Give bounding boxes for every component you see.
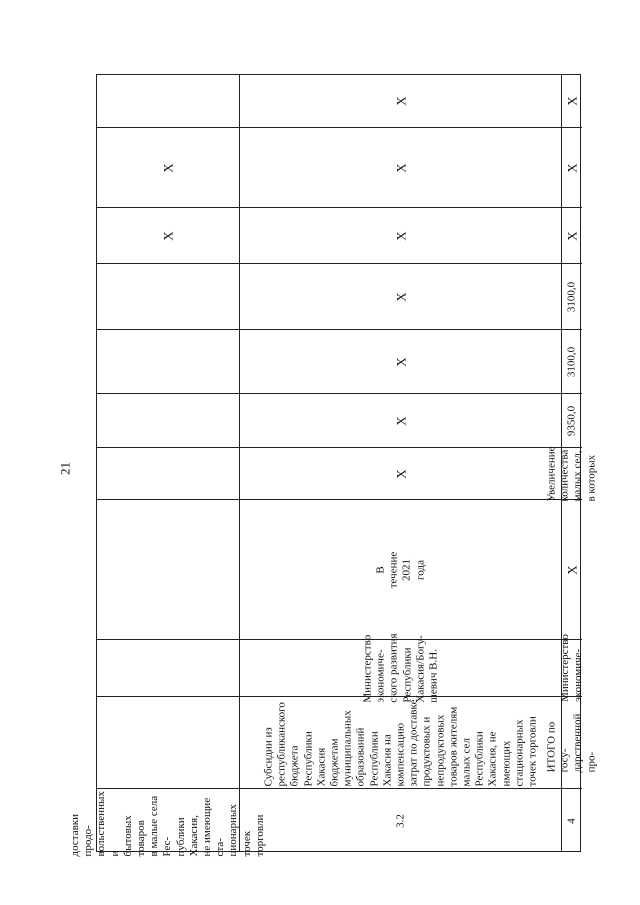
plan-table xyxy=(68,74,598,857)
table-row-continuation xyxy=(68,75,266,857)
cell-period xyxy=(562,500,582,640)
cell-num xyxy=(240,789,561,853)
cell-col7-value: X xyxy=(160,162,176,173)
cell-executor xyxy=(558,634,584,702)
cell-num-text: 3.2 xyxy=(393,814,406,828)
cell-col2022 xyxy=(562,264,582,330)
cell-period xyxy=(240,500,561,640)
cell-col2022 xyxy=(240,264,561,330)
cell-col6-value: X xyxy=(564,162,580,173)
cell-col2021 xyxy=(562,330,582,394)
cell-total-value: 9350,0 xyxy=(565,405,578,436)
cell-executor-text: Министерство экономиче- ского развития Республики Хакасия/Богу- шевич В.Н. xyxy=(360,633,439,703)
cell-col6 xyxy=(240,128,561,208)
cell-period xyxy=(97,640,239,697)
cell-num-text: 4 xyxy=(565,818,578,824)
cell-name-text: доставки продо- вольственных и бытовых товаров в малые села Рес- публики Хакасия, не имеющие ста- ционарных точек торговли xyxy=(68,791,266,857)
cell-name xyxy=(240,697,561,789)
cell-num xyxy=(97,75,239,128)
cell-result-value: X xyxy=(392,468,408,479)
cell-col5 xyxy=(562,208,582,264)
cell-col5 xyxy=(240,208,561,264)
cell-col2022 xyxy=(97,330,239,394)
cell-total-value: X xyxy=(392,415,408,426)
cell-col6 xyxy=(97,208,239,264)
cell-col7 xyxy=(562,75,582,128)
cell-result xyxy=(545,445,598,502)
cell-result xyxy=(240,448,561,500)
cell-name-text: ИТОГО по госу- дарственной про- xyxy=(545,713,598,772)
cell-col7-value: X xyxy=(392,96,408,106)
cell-period-text: В течение 2021 года xyxy=(374,551,426,588)
cell-total xyxy=(97,448,239,500)
cell-executor xyxy=(97,697,239,789)
cell-col7 xyxy=(97,128,239,208)
cell-col2021-value: X xyxy=(392,356,408,367)
cell-col7-value: X xyxy=(564,96,580,106)
cell-col7 xyxy=(240,75,561,128)
cell-col5 xyxy=(97,264,239,330)
page-number: 21 xyxy=(57,462,73,475)
cell-col2021-value: 3100,0 xyxy=(565,346,578,377)
cell-col2022-value: X xyxy=(392,291,408,302)
cell-result xyxy=(97,500,239,640)
table-row-3-2 xyxy=(240,75,562,851)
cell-name-text: Субсидии из республиканского бюджета Республики Хакасия бюджетам муниципальных образований Республики Хакасия на компенсацию затрат по доставке продуктовых и непродуктовых товаров жителям малых сел Республики Хакасия, не имеющих стационарных точек торговли xyxy=(261,699,538,786)
cell-col5-value: X xyxy=(392,230,408,241)
cell-col6-value: X xyxy=(160,230,176,241)
cell-executor xyxy=(240,633,561,703)
cell-col2022-value: 3100,0 xyxy=(565,281,578,312)
cell-num xyxy=(562,789,582,853)
cell-total xyxy=(240,394,561,448)
cell-period-value: X xyxy=(564,564,580,575)
cell-col2021 xyxy=(97,394,239,448)
cell-col6 xyxy=(562,128,582,208)
cell-col5-value: X xyxy=(564,230,580,241)
cell-col6-value: X xyxy=(392,162,408,173)
cell-col2021 xyxy=(240,330,561,394)
table-row-4 xyxy=(545,75,598,851)
cell-executor-text: Министерство экономиче- xyxy=(558,634,584,702)
cell-total xyxy=(562,394,582,448)
cell-name xyxy=(68,789,266,857)
cell-name xyxy=(545,697,598,789)
cell-result-text: Увеличение количества малых сел, в которых xyxy=(545,445,598,502)
